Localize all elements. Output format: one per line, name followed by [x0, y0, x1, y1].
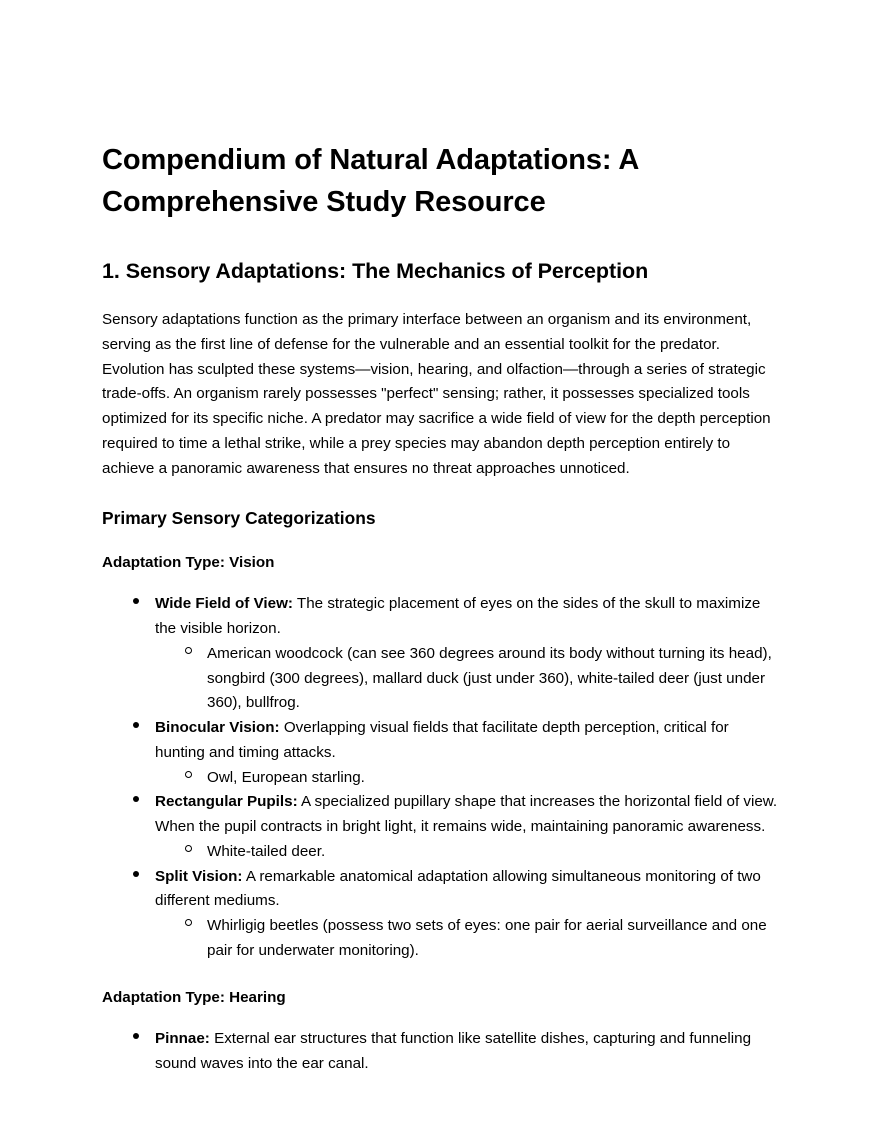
bullet-circle-icon — [185, 914, 199, 939]
sub-list-item-text: White-tailed deer. — [207, 842, 326, 860]
bullet-disc-icon — [133, 790, 147, 815]
sub-list — [155, 914, 778, 964]
sub-list — [155, 642, 778, 716]
list-item-lead: Rectangular Pupils: — [155, 793, 298, 811]
list-item — [155, 766, 778, 791]
list-item-body — [155, 595, 760, 637]
bullet-circle-icon — [185, 840, 199, 865]
list-item — [102, 1027, 778, 1077]
bullet-disc-icon — [133, 1027, 147, 1052]
hearing-adaptations-list — [102, 1027, 778, 1077]
list-item — [102, 865, 778, 964]
sub-list-item-text: American woodcock (can see 360 degrees around its body without turning its head), songbird (300 degrees), mallard duck (just under 360), white-tailed deer (just under 360), bullfrog. — [207, 644, 772, 712]
list-item — [155, 840, 778, 865]
sub-list-item-text: Whirligig beetles (possess two sets of eyes: one pair for aerial surveillance and one pair for underwater monitoring). — [207, 917, 767, 959]
bullet-disc-icon — [133, 716, 147, 741]
list-item-body — [155, 1030, 751, 1072]
bullet-disc-icon — [133, 592, 147, 617]
page-title: Compendium of Natural Adaptations: A Comprehensive Study Resource — [102, 144, 639, 219]
list-item-description: External ear structures that function like satellite dishes, capturing and funneling sound waves into the ear canal. — [155, 1030, 752, 1072]
bullet-disc-icon — [133, 865, 147, 890]
list-item — [102, 790, 778, 864]
list-item-description: A specialized pupillary shape that increases the horizontal field of view. When the pupil contracts in bright light, it remains wide, maintaining panoramic awareness. — [155, 793, 778, 836]
list-item — [155, 914, 778, 964]
list-item — [155, 642, 778, 716]
list-item-lead: Pinnae: — [155, 1030, 210, 1048]
list-item-lead: Wide Field of View: — [155, 595, 293, 613]
list-item-description: The strategic placement of eyes on the sides of the skull to maximize the visible horizon. — [155, 595, 761, 638]
sub-list — [155, 840, 778, 865]
list-item-description: A remarkable anatomical adaptation allowing simultaneous monitoring of two different mediums. — [155, 867, 761, 910]
list-item — [102, 716, 778, 790]
adaptation-type-label-hearing: Adaptation Type: Hearing — [102, 988, 286, 1006]
list-item-body — [155, 793, 777, 835]
bullet-circle-icon — [185, 766, 199, 791]
sub-heading-primary-sensory-categorizations: Primary Sensory Categorizations — [102, 508, 376, 529]
list-item-lead: Split Vision: — [155, 867, 243, 885]
bullet-circle-icon — [185, 642, 199, 667]
vision-adaptations-list — [102, 592, 778, 963]
list-item-body — [155, 868, 761, 910]
list-item — [102, 592, 778, 716]
adaptation-type-label-vision: Adaptation Type: Vision — [102, 553, 275, 571]
list-item-description: Overlapping visual fields that facilitate depth perception, critical for hunting and timing attacks. — [155, 719, 729, 761]
section-heading-sensory-adaptations: 1. Sensory Adaptations: The Mechanics of Perception — [102, 259, 649, 284]
sub-list-item-text: Owl, European starling. — [207, 768, 365, 786]
list-item-body — [155, 719, 729, 761]
intro-paragraph: Sensory adaptations function as the primary interface between an organism and its environment, serving as the first line of defense for the vulnerable and an essential toolkit for the predator. Evolution has sculpted these systems—vision, hearing, and olfaction—through a series of strategic trade-offs. An organism rarely possesses "perfect" sensing; rather, it possesses specialized tools optimized for its specific niche. A predator may sacrifice a wide field of view for the depth perception required to time a lethal strike, while a prey species may abandon depth perception entirely to achieve a panoramic awareness that ensures no threat approaches unnoticed. — [102, 311, 771, 477]
list-item-lead: Binocular Vision: — [155, 719, 280, 737]
sub-list — [155, 766, 778, 791]
